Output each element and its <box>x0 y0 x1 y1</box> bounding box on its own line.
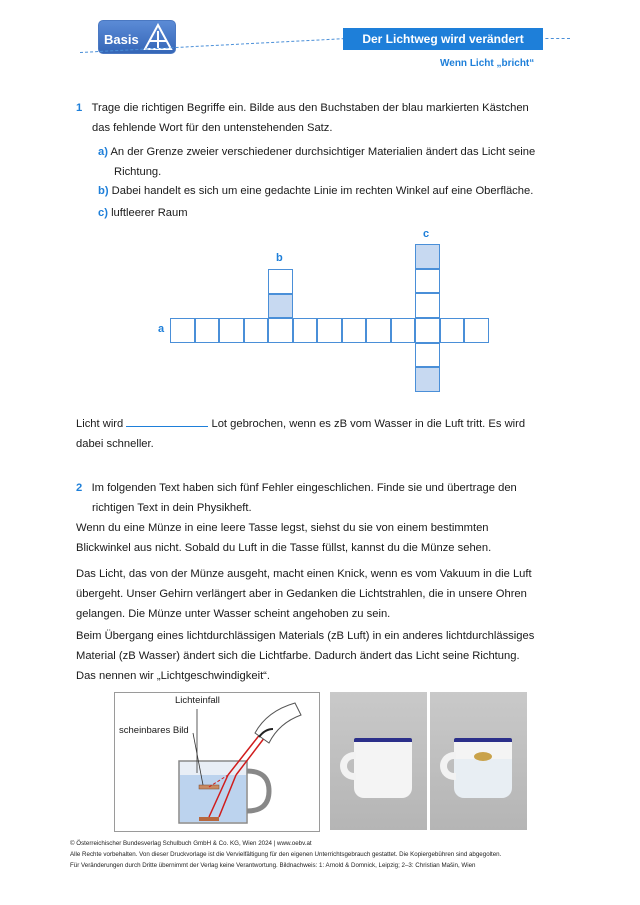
crossword-cell-c-highlighted[interactable] <box>415 367 440 392</box>
crossword-cell-a[interactable] <box>391 318 416 343</box>
paragraph3-line3: Das nennen wir „Lichtgeschwindigkeit“. <box>76 670 271 682</box>
task2-paragraph-2 <box>76 564 586 624</box>
crossword-cell-b-highlighted[interactable] <box>268 294 293 319</box>
refraction-diagram <box>114 692 320 832</box>
paragraph3-line1: Beim Übergang eines lichtdurchlässigen Materials (zB Luft) in ein anderes lichtdurchlässiges <box>76 630 535 642</box>
crossword-cell-a[interactable] <box>244 318 269 343</box>
clue-a-text: An der Grenze zweier verschiedener durchsichtiger Materialien ändert das Licht seine <box>110 146 536 158</box>
crossword-cell-a[interactable] <box>366 318 391 343</box>
paragraph1-line2: Blickwinkel aus nicht. Sobald du Luft in die Tasse füllst, kannst du die Münze sehen. <box>76 542 492 554</box>
crossword-cell-a[interactable] <box>195 318 220 343</box>
task2-number: 2 <box>76 482 83 494</box>
photo-water-cup <box>430 692 527 830</box>
task1-line1: Trage die richtigen Begriffe ein. Bilde aus den Buchstaben der blau markierten Kästchen <box>91 102 529 114</box>
label-light-incidence: Lichteinfall <box>175 695 220 706</box>
sentence-part1: Licht wird <box>76 418 124 430</box>
crossword-label-a: a <box>158 323 165 335</box>
label-virtual-image: scheinbares Bild <box>119 725 189 736</box>
task1-line2: das fehlende Wort für den untenstehenden Satz. <box>92 122 333 134</box>
clue-c-label: c) <box>98 207 108 219</box>
answer-blank[interactable] <box>126 414 208 427</box>
crossword-cell-a[interactable] <box>317 318 342 343</box>
crossword-label-b: b <box>276 252 283 264</box>
paragraph3-line2: Material (zB Wasser) ändert sich die Lichtfarbe. Dadurch ändert das Licht seine Richtung. <box>76 650 520 662</box>
crossword-cell-a[interactable] <box>170 318 195 343</box>
crossword-cell-b[interactable] <box>268 269 293 294</box>
paragraph1-line1: Wenn du eine Münze in eine leere Tasse legst, siehst du sie von einem bestimmten <box>76 522 489 534</box>
clue-c-text: luftleerer Raum <box>111 207 188 219</box>
task2-paragraph-1 <box>76 518 586 558</box>
fill-in-sentence <box>76 414 576 454</box>
crossword-cell-a[interactable] <box>415 318 440 343</box>
photo-empty-cup <box>330 692 427 830</box>
crossword-cell-a[interactable] <box>440 318 465 343</box>
sentence-part2: Lot gebrochen, wenn es zB vom Wasser in die Luft tritt. Es wird <box>211 418 526 430</box>
coin <box>474 752 492 761</box>
crossword-cell-a[interactable] <box>293 318 318 343</box>
task1-number: 1 <box>76 102 83 114</box>
footer <box>70 838 590 871</box>
task2-paragraph-3 <box>76 626 586 686</box>
crossword-cell-c[interactable] <box>415 269 440 294</box>
crossword-cell-a[interactable] <box>342 318 367 343</box>
worksheet-title: Der Lichtweg wird verändert <box>343 28 543 50</box>
paragraph2-line2: übergeht. Unser Gehirn verlängert aber in Gedanken die Lichtstrahlen, die in unsere Ohren <box>76 588 527 600</box>
footer-credits: Für Veränderungen durch Dritte übernimmt der Verlag keine Verantwortung. Bildnachweis: 1: Arnold & Domnick, Leipzig; 2–3: Christian Mašin, Wien <box>70 862 476 869</box>
footer-copyright: © Österreichischer Bundesverlag Schulbuch GmbH & Co. KG, Wien 2024 | www.oebv.at <box>70 840 312 847</box>
crossword-cell-c-highlighted[interactable] <box>415 244 440 269</box>
crossword-cell-c[interactable] <box>415 343 440 368</box>
cup-empty <box>354 738 412 798</box>
clue-a-label: a) <box>98 146 108 158</box>
task2-instructions <box>76 478 576 518</box>
clue-b-text: Dabei handelt es sich um eine gedachte Linie im rechten Winkel auf eine Oberfläche. <box>111 185 534 197</box>
paragraph2-line3: gelangen. Die Münze unter Wasser scheint angehoben zu sein. <box>76 608 391 620</box>
clue-a-text-2: Richtung. <box>114 166 162 178</box>
cup-handle <box>440 752 456 780</box>
footer-rights: Alle Rechte vorbehalten. Von dieser Druckvorlage ist die Vervielfältigung für den eigenen Unterrichtsgebrauch gestattet. Die Kopiergebühren sind abgegolten. <box>70 851 502 858</box>
crossword-cell-a[interactable] <box>219 318 244 343</box>
crossword-label-c: c <box>423 228 430 240</box>
crossword-cell-a[interactable] <box>464 318 489 343</box>
task2-line2: richtigen Text in dein Physikheft. <box>92 502 252 514</box>
crossword-cell-a[interactable] <box>268 318 293 343</box>
cup-handle <box>340 752 356 780</box>
refraction-diagram-drawing <box>115 693 319 831</box>
crossword-cell-c[interactable] <box>415 293 440 318</box>
clue-b-label: b) <box>98 185 109 197</box>
worksheet-subtitle: Wenn Licht „bricht“ <box>440 58 535 69</box>
sentence-line2: dabei schneller. <box>76 438 154 450</box>
task2-line1: Im folgenden Text haben sich fünf Fehler eingeschlichen. Finde sie und übertrage den <box>91 482 517 494</box>
logo-text: Basis <box>104 32 139 47</box>
cup-with-water <box>454 738 512 798</box>
paragraph2-line1: Das Licht, das von der Münze ausgeht, macht einen Knick, wenn es vom Vakuum in die Luft <box>76 568 532 580</box>
